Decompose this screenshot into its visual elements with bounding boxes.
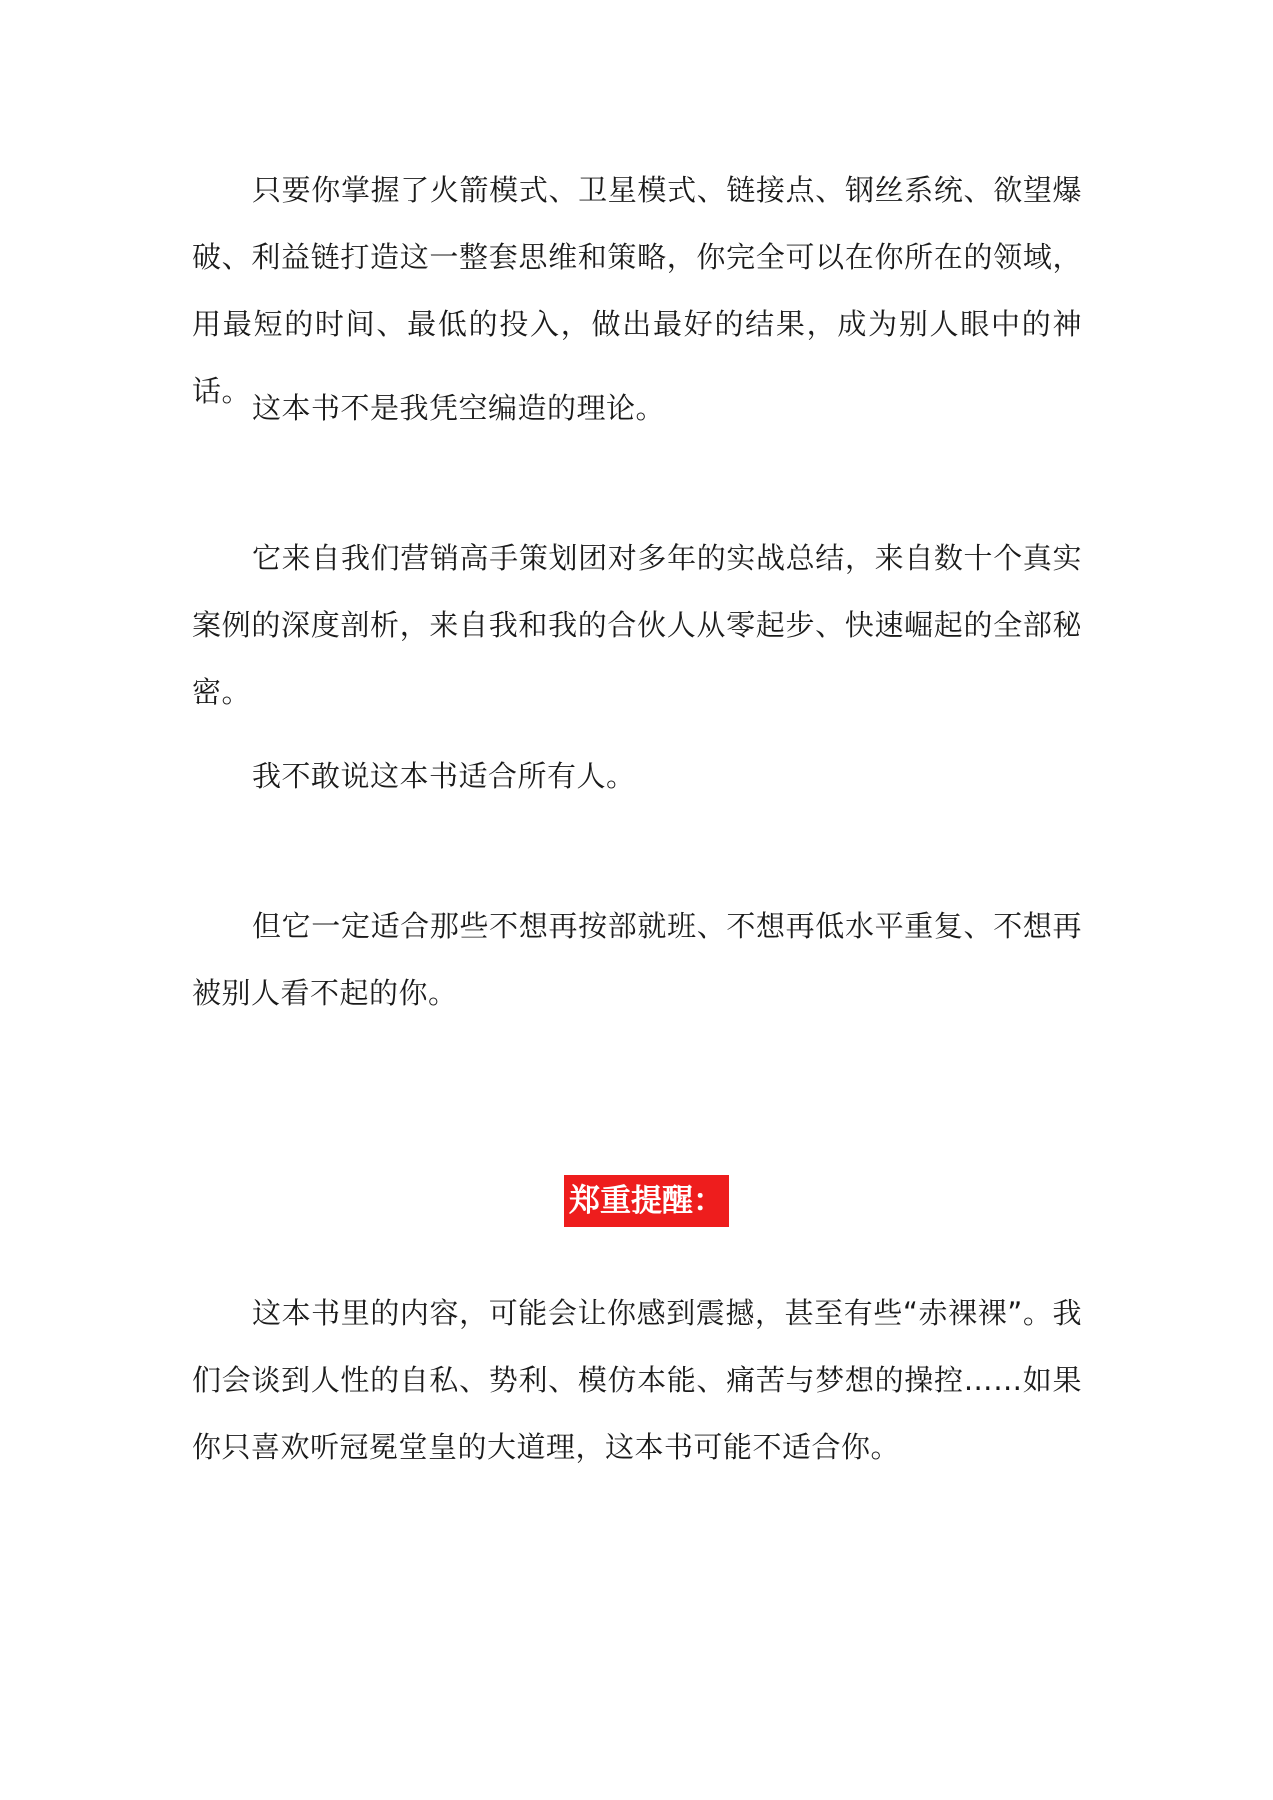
paragraph-methods: 只要你掌握了火箭模式、卫星模式、链接点、钢丝系统、欲望爆破、利益链打造这一整套思维和策略，你完全可以在你所在的领域，用最短的时间、最低的投入，做出最好的结果，成为别人眼中的神话。 — [192, 173, 1082, 408]
paragraph-not-for-all: 我不敢说这本书适合所有人。 — [252, 759, 636, 793]
notice-heading-wrapper — [0, 1175, 1273, 1227]
paragraph-suits-you: 但它一定适合那些不想再按部就班、不想再低水平重复、不想再被别人看不起的你。 — [192, 909, 1082, 1010]
paragraph-not-theory: 这本书不是我凭空编造的理论。 — [252, 391, 666, 425]
paragraph-origin: 它来自我们营销高手策划团对多年的实战总结，来自数十个真实案例的深度剖析，来自我和我的合伙人从零起步、快速崛起的全部秘密。 — [192, 541, 1082, 709]
paragraph-warning: 这本书里的内容，可能会让你感到震撼，甚至有些“赤裸裸”。我们会谈到人性的自私、势利、模仿本能、痛苦与梦想的操控……如果你只喜欢听冠冕堂皇的大道理，这本书可能不适合你。 — [192, 1296, 1082, 1464]
notice-heading: 郑重提醒： — [564, 1175, 729, 1227]
